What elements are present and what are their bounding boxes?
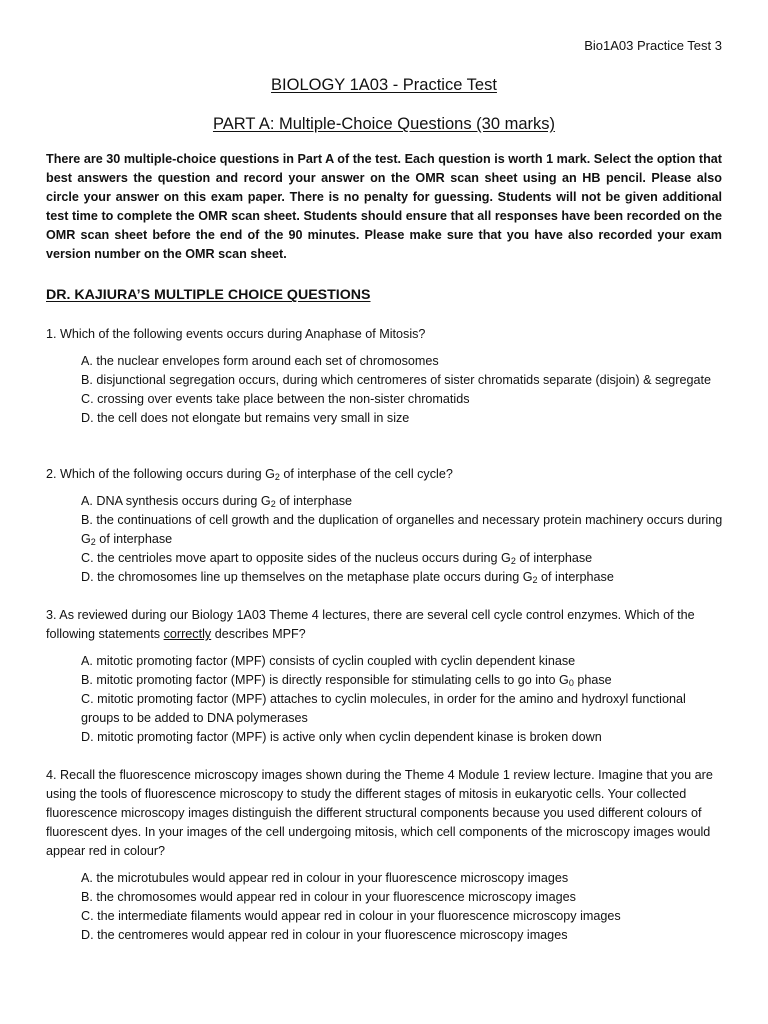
question-4 <box>46 766 726 945</box>
answer-option-d: D. the centromeres would appear red in colour in your fluorescence microscopy images <box>81 928 568 942</box>
answer-option-c: C. the intermediate filaments would appear red in colour in your fluorescence microscopy images <box>81 909 621 923</box>
running-header: Bio1A03 Practice Test 3 <box>584 38 722 53</box>
answer-option-c: C. the centrioles move apart to opposite sides of the nucleus occurs during $G_2$ of interphase <box>81 551 593 566</box>
answer-options <box>81 652 726 747</box>
answer-option-b: B. mitotic promoting factor (MPF) is directly responsible for stimulating cells to go into $G_0$ phase <box>81 673 612 688</box>
section-heading: DR. KAJIURA’S MULTIPLE CHOICE QUESTIONS <box>46 287 371 303</box>
answer-option-d: D. the chromosomes line up themselves on the metaphase plate occurs during $G_2$ of interphase <box>81 570 614 585</box>
answer-options <box>81 352 726 428</box>
answer-option-b: B. disjunctional segregation occurs, during which centromeres of sister chromatids separate (disjoin) & segregate <box>81 373 711 387</box>
question-stem: 3. As reviewed during our Biology 1A03 Theme 4 lectures, there are several cell cycle control enzymes. Which of the following statements correctly describes MPF? <box>46 608 695 641</box>
answer-option-a: A. mitotic promoting factor (MPF) consists of cyclin coupled with cyclin dependent kinase <box>81 654 576 668</box>
answer-option-d: D. mitotic promoting factor (MPF) is active only when cyclin dependent kinase is broken down <box>81 730 602 744</box>
answer-option-c: C. crossing over events take place between the non-sister chromatids <box>81 392 470 406</box>
answer-option-c: C. mitotic promoting factor (MPF) attaches to cyclin molecules, in order for the amino and hydroxyl functional groups to be added to DNA polymerases <box>81 692 686 725</box>
answer-option-a: A. the nuclear envelopes form around each set of chromosomes <box>81 354 439 368</box>
part-title: PART A: Multiple-Choice Questions (30 marks) <box>212 115 556 133</box>
question-stem: 2. Which of the following occurs during $G_2$ of interphase of the cell cycle? <box>46 467 453 482</box>
question-stem: 4. Recall the fluorescence microscopy images shown during the Theme 4 Module 1 review lecture. Imagine that you are using the tools of fluorescence microscopy to study the different stages of mitosis in eukaryotic cells. Your collected fluorescence microscopy images distinguish the different structural components because you used different colours of fluorescent dyes. In your images of the cell undergoing mitosis, which cell components of the microscopy images would appear red in colour? <box>46 768 713 858</box>
answer-options <box>81 492 726 587</box>
question-2 <box>46 465 726 587</box>
answer-options <box>81 869 726 945</box>
answer-option-a: A. DNA synthesis occurs during $G_2$ of interphase <box>81 494 353 509</box>
question-1 <box>46 325 726 428</box>
question-stem: 1. Which of the following events occurs during Anaphase of Mitosis? <box>46 327 426 341</box>
answer-option-b: B. the continuations of cell growth and the duplication of organelles and necessary protein machinery occurs during $G_2$ of interphase <box>81 513 723 547</box>
answer-option-b: B. the chromosomes would appear red in colour in your fluorescence microscopy images <box>81 890 576 904</box>
question-3 <box>46 606 726 747</box>
page-title: BIOLOGY 1A03 - Practice Test <box>271 76 497 94</box>
instructions-paragraph: There are 30 multiple-choice questions in Part A of the test. Each question is worth 1 mark. Select the option that best answers the question and record your answer on the OMR scan sheet using an HB pencil. Please also circle your answer on this exam paper. There is no penalty for guessing. Students will not be given additional test time to complete the OMR scan sheet. Students should ensure that all responses have been recorded on the OMR scan sheet before the end of the 90 minutes. Please make sure that you have also recorded your exam version number on the OMR scan sheet. <box>46 152 722 261</box>
answer-option-d: D. the cell does not elongate but remains very small in size <box>81 411 410 425</box>
answer-option-a: A. the microtubules would appear red in colour in your fluorescence microscopy images <box>81 871 569 885</box>
